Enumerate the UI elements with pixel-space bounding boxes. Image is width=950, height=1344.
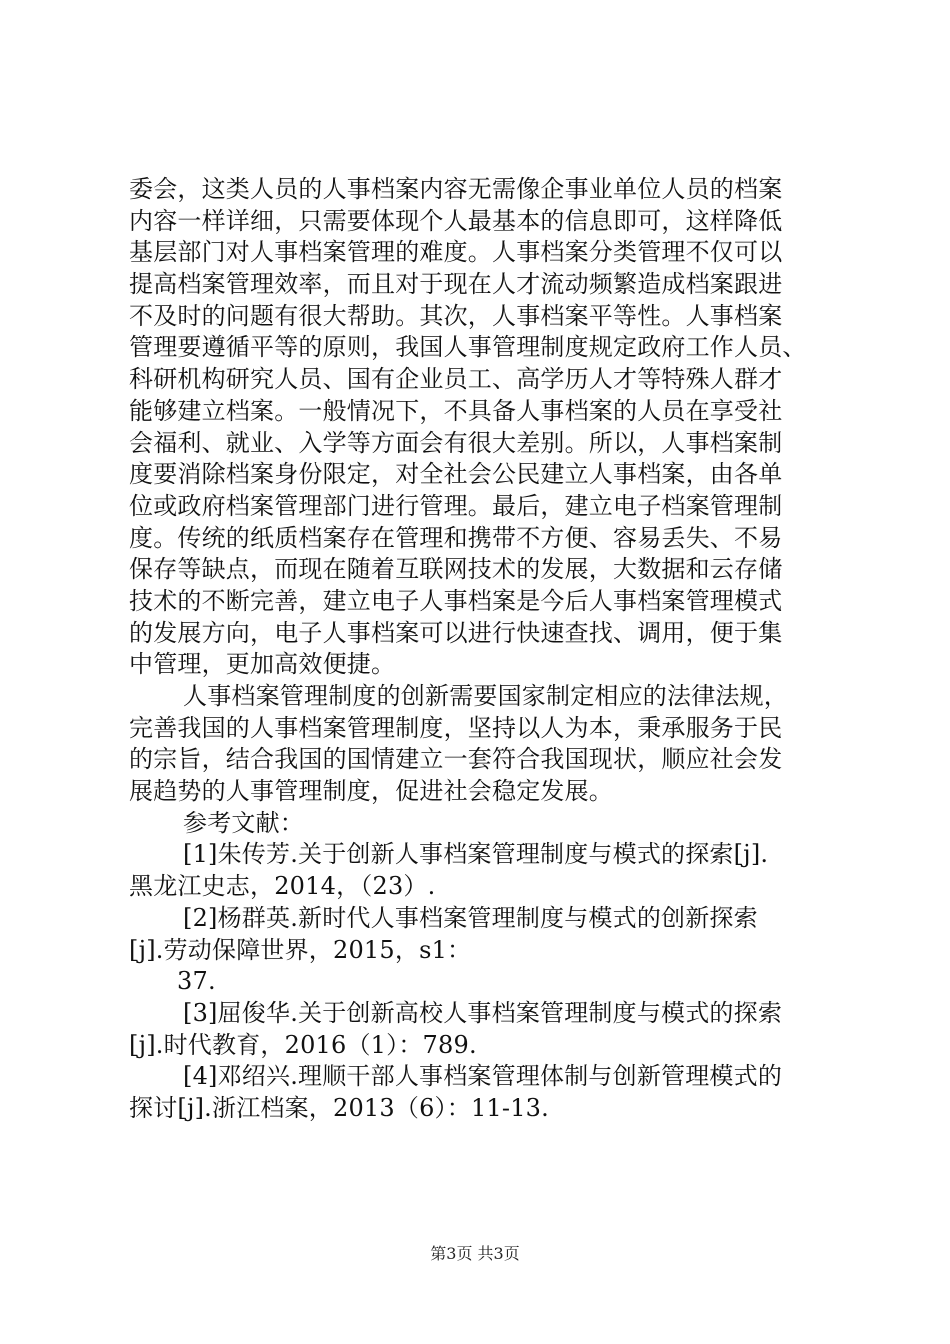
text-line: 科研机构研究人员、国有企业员工、高学历人才等特殊人群才 [129,365,783,394]
paragraph-start-line: 人事档案管理制度的创新需要国家制定相应的法律法规， [183,682,788,710]
references-heading: 参考文献： [183,808,304,837]
text-line: 管理要遵循平等的原则，我国人事管理制度规定政府工作人员、 [129,333,807,362]
text-line: 基层部门对人事档案管理的难度。人事档案分类管理不仅可以 [129,238,783,267]
text-line: 委会，这类人员的人事档案内容无需像企事业单位人员的档案 [129,175,783,203]
reference-item-3: [3]屈俊华.关于创新高校人事档案管理制度与模式的探索 [183,998,783,1027]
reference-item-4: [4]邓绍兴.理顺干部人事档案管理体制与创新管理模式的 [183,1062,783,1091]
reference-item-4-continued: 探讨[j].浙江档案，2013（6）：11-13. [129,1093,549,1122]
text-line: 技术的不断完善，建立电子人事档案是今后人事档案管理模式 [129,586,783,615]
text-line: 展趋势的人事管理制度，促进社会稳定发展。 [129,777,613,806]
text-line: 完善我国的人事档案管理制度，坚持以人为本，秉承服务于民 [129,713,783,742]
text-line: 位或政府档案管理部门进行管理。最后，建立电子档案管理制 [129,491,783,520]
reference-item-2-page: 37. [177,967,216,996]
text-line: 的宗旨，结合我国的国情建立一套符合我国现状，顺应社会发 [129,745,783,774]
document-body [129,174,829,1125]
text-line: 度要消除档案身份限定，对全社会公民建立人事档案，由各单 [129,460,783,489]
text-line: 中管理，更加高效便捷。 [129,650,396,679]
reference-item-3-continued: [j].时代教育，2016（1）：789. [129,1030,477,1059]
text-line: 保存等缺点，而现在随着互联网技术的发展，大数据和云存储 [129,555,783,584]
text-line: 内容一样详细，只需要体现个人最基本的信息即可，这样降低 [129,206,783,235]
text-line: 能够建立档案。一般情况下，不具备人事档案的人员在享受社 [129,396,783,425]
reference-item-2-continued: [j].劳动保障世界，2015，s1： [129,935,472,964]
text-line: 度。传统的纸质档案存在管理和携带不方便、容易丢失、不易 [129,523,783,552]
text-line: 的发展方向，电子人事档案可以进行快速查找、调用，便于集 [129,618,783,647]
reference-item-1: [1]朱传芳.关于创新人事档案管理制度与模式的探索[j]. [183,840,769,869]
text-line: 会福利、就业、入学等方面会有很大差别。所以，人事档案制 [129,428,783,457]
text-line: 提高档案管理效率，而且对于现在人才流动频繁造成档案跟进 [129,270,783,299]
page-footer: 第3页 共3页 [430,1244,520,1263]
reference-item-2: [2]杨群英.新时代人事档案管理制度与模式的创新探索 [183,903,758,932]
reference-item-1-continued: 黑龙江史志，2014，（23）. [129,872,436,901]
text-line: 不及时的问题有很大帮助。其次，人事档案平等性。人事档案 [129,301,783,330]
